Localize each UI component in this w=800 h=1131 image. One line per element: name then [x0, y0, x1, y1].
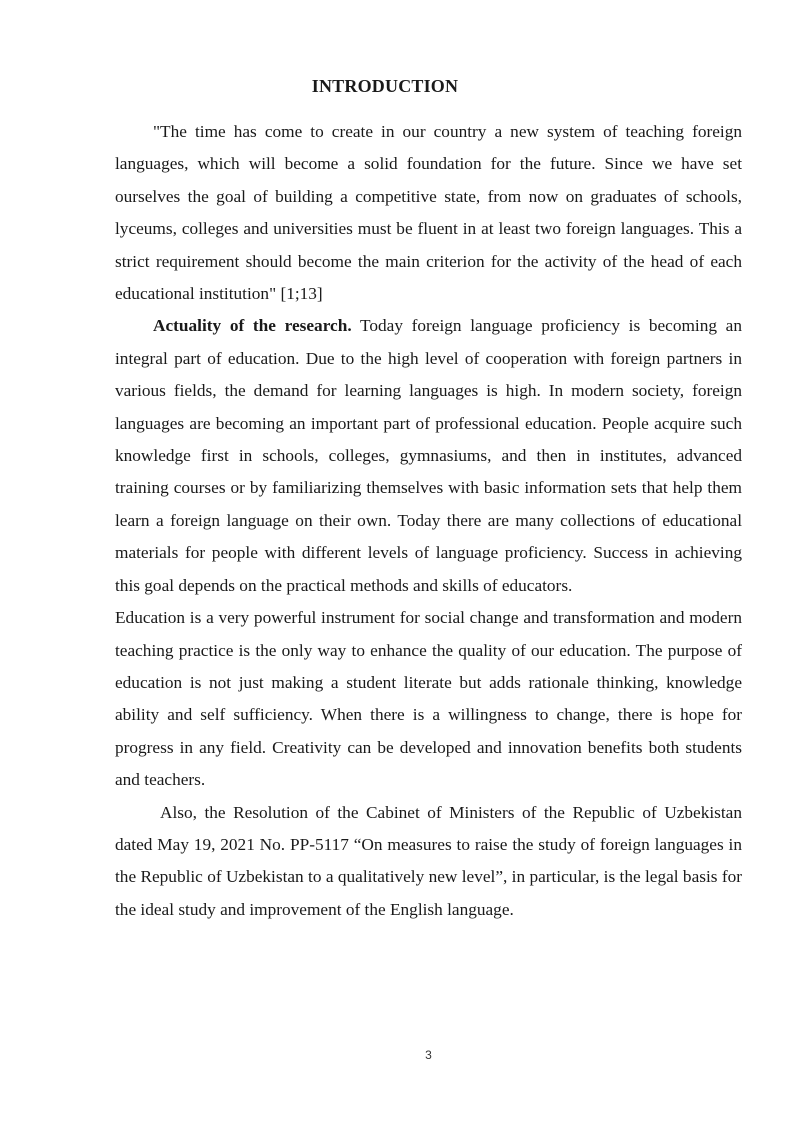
- page-title: INTRODUCTION: [311, 76, 459, 96]
- actuality-paragraph: [115, 310, 742, 602]
- document-body: [115, 116, 742, 926]
- actuality-heading: Actuality of the research.: [153, 316, 352, 336]
- resolution-paragraph: Also, the Resolution of the Cabinet of Ministers of the Republic of Uzbekistan dated May 19, 2021 No. PP-5117 “On measures to raise the study of foreign languages in the Republic of Uzbekistan to a qualitatively new level”, in particular, is the legal basis for the ideal study and improvement of the English language.: [115, 802, 742, 919]
- education-paragraph: Education is a very powerful instrument for social change and transformation and modern teaching practice is the only way to enhance the quality of our education. The purpose of education is not just making a student literate but adds rationale thinking, knowledge ability and self sufficiency. When there is a willingness to change, there is hope for progress in any field. Creativity can be developed and innovation benefits both students and teachers.: [115, 608, 742, 790]
- quote-paragraph: "The time has come to create in our country a new system of teaching foreign languages, which will become a solid foundation for the future. Since we have set ourselves the goal of building a competitive state, from now on graduates of schools, lyceums, colleges and universities must be fluent in at least two foreign languages. This a strict requirement should become the main criterion for the activity of the head of each educational institution" [1;13]: [115, 122, 742, 304]
- page-number: 3: [425, 1048, 432, 1062]
- actuality-text: Today foreign language proficiency is becoming an integral part of education. Due to the high level of cooperation with foreign partners in various fields, the demand for learning languages is high. In modern society, foreign languages are becoming an important part of professional education. People acquire such knowledge first in schools, colleges, gymnasiums, and then in institutes, advanced training courses or by familiarizing themselves with basic information sets that help them learn a foreign language on their own. Today there are many collections of educational materials for people with different levels of language proficiency. Success in achieving this goal depends on the practical methods and skills of educators.: [115, 316, 742, 595]
